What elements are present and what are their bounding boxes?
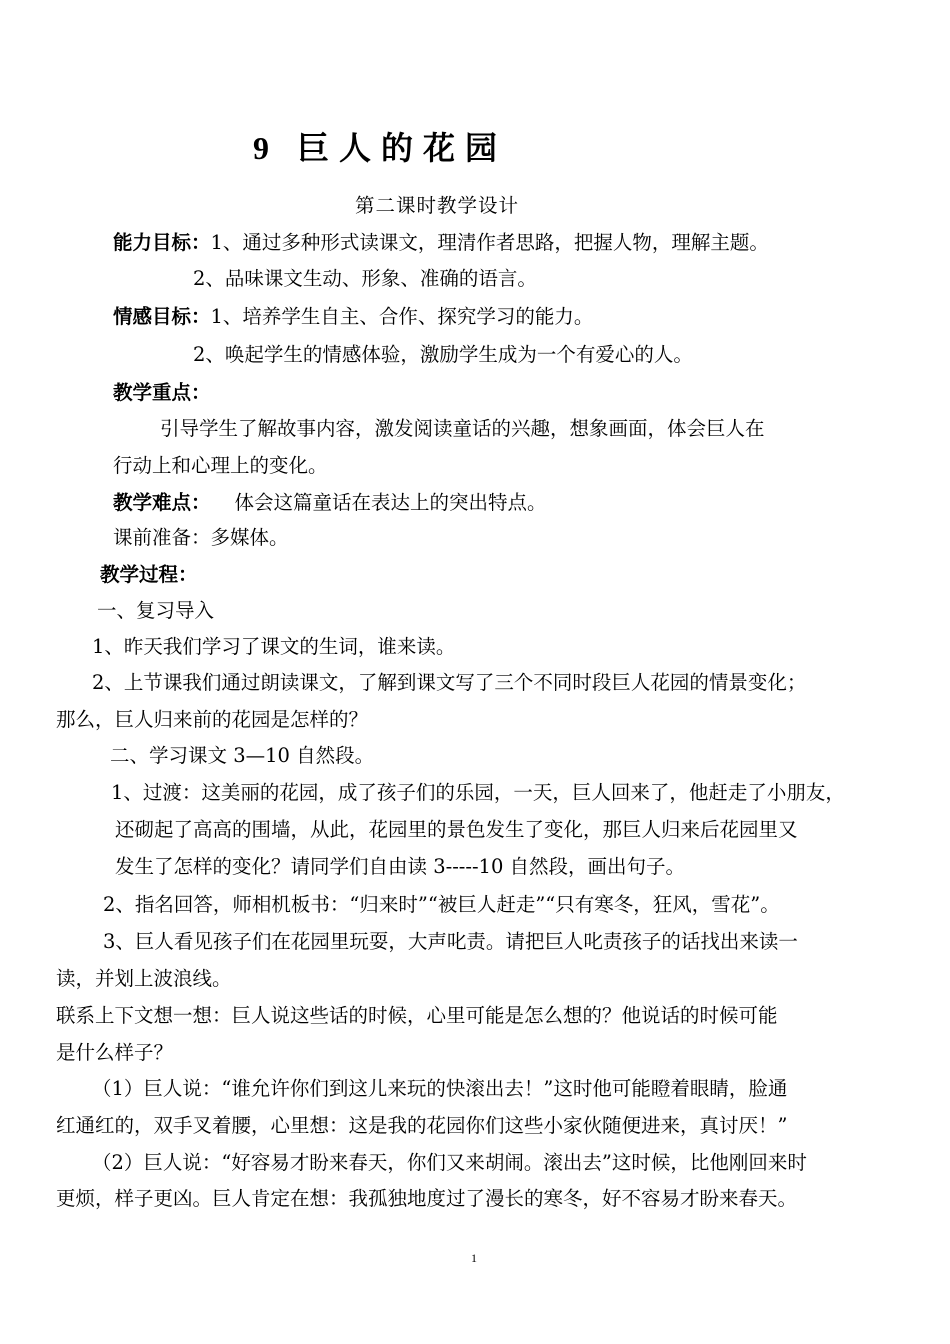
emotion-label: 情感目标： <box>113 305 211 328</box>
lesson-title: 巨人的花园 <box>297 129 508 167</box>
process-label: 教学过程： <box>100 563 198 586</box>
lesson-number: 9 <box>253 130 269 166</box>
think-prompt-line-1: 联系上下文想一想：巨人说这些话的时候，心里可能是怎么想的？他说话的时候可能 <box>56 1004 778 1027</box>
emotion-objective-1: 情感目标：1、培养学生自主、合作、探究学习的能力。 <box>113 305 594 328</box>
section-1-item-1: 1、昨天我们学习了课文的生词，谁来读。 <box>92 635 456 658</box>
section-1-item-2-line-1: 2、上节课我们通过朗读课文，了解到课文写了三个不同时段巨人花园的情景变化； <box>92 671 807 694</box>
difficulty-label: 教学难点： <box>113 491 211 514</box>
key-point-line-2: 行动上和心理上的变化。 <box>113 454 328 477</box>
section-2-item-1-line-3: 发生了怎样的变化？请同学们自由读 3-----10 自然段，画出句子。 <box>115 855 686 878</box>
section-1-heading: 一、复习导入 <box>97 599 215 622</box>
quote-1-line-1: （1）巨人说：“谁允许你们到这儿来玩的快滚出去！”这时他可能瞪着眼睛，脸通 <box>92 1077 788 1100</box>
section-1-item-2-line-2: 那么，巨人归来前的花园是怎样的？ <box>56 708 369 731</box>
document-title <box>253 128 507 168</box>
key-point-label: 教学重点： <box>113 381 211 404</box>
section-2-heading: 二、学习课文 3—10 自然段。 <box>110 744 375 767</box>
difficulty-line: 教学难点： 体会这篇童话在表达上的突出特点。 <box>113 491 547 514</box>
page-number: 1 <box>471 1251 477 1265</box>
ability-objective-1: 能力目标：1、通过多种形式读课文，理清作者思路，把握人物，理解主题。 <box>113 231 769 254</box>
emotion-objective-2: 2、唤起学生的情感体验，激励学生成为一个有爱心的人。 <box>193 343 693 366</box>
section-2-item-3-line-1: 3、巨人看见孩子们在花园里玩耍，大声叱责。请把巨人叱责孩子的话找出来读一 <box>103 930 798 953</box>
document-subtitle: 第二课时教学设计 <box>355 194 520 217</box>
think-prompt-line-2: 是什么样子？ <box>56 1041 174 1064</box>
quote-2-line-2: 更烦，样子更凶。巨人肯定在想：我孤独地度过了漫长的寒冬，好不容易才盼来春天。 <box>56 1187 798 1210</box>
key-point-line-1: 引导学生了解故事内容，激发阅读童话的兴趣，想象画面，体会巨人在 <box>160 417 765 440</box>
quote-1-line-2: 红通红的，双手叉着腰，心里想：这是我的花园你们这些小家伙随便进来，真讨厌！” <box>56 1114 788 1137</box>
section-2-item-1-line-1: 1、过渡：这美丽的花园，成了孩子们的乐园，一天，巨人回来了，他赶走了小朋友， <box>111 781 845 804</box>
preparation-line: 课前准备：多媒体。 <box>113 526 289 549</box>
quote-2-line-1: （2）巨人说：“好容易才盼来春天，你们又来胡闹。滚出去”这时候，比他刚回来时 <box>92 1151 807 1174</box>
section-2-item-1-line-2: 还砌起了高高的围墙，从此，花园里的景色发生了变化，那巨人归来后花园里又 <box>115 818 798 841</box>
ability-label: 能力目标： <box>113 231 211 254</box>
ability-objective-2: 2、品味课文生动、形象、准确的语言。 <box>193 267 537 290</box>
section-2-item-3-line-2: 读，并划上波浪线。 <box>56 967 232 990</box>
section-2-item-2: 2、指名回答，师相机板书：“归来时”“被巨人赶走”“只有寒冬，狂风，雪花”。 <box>103 893 780 916</box>
